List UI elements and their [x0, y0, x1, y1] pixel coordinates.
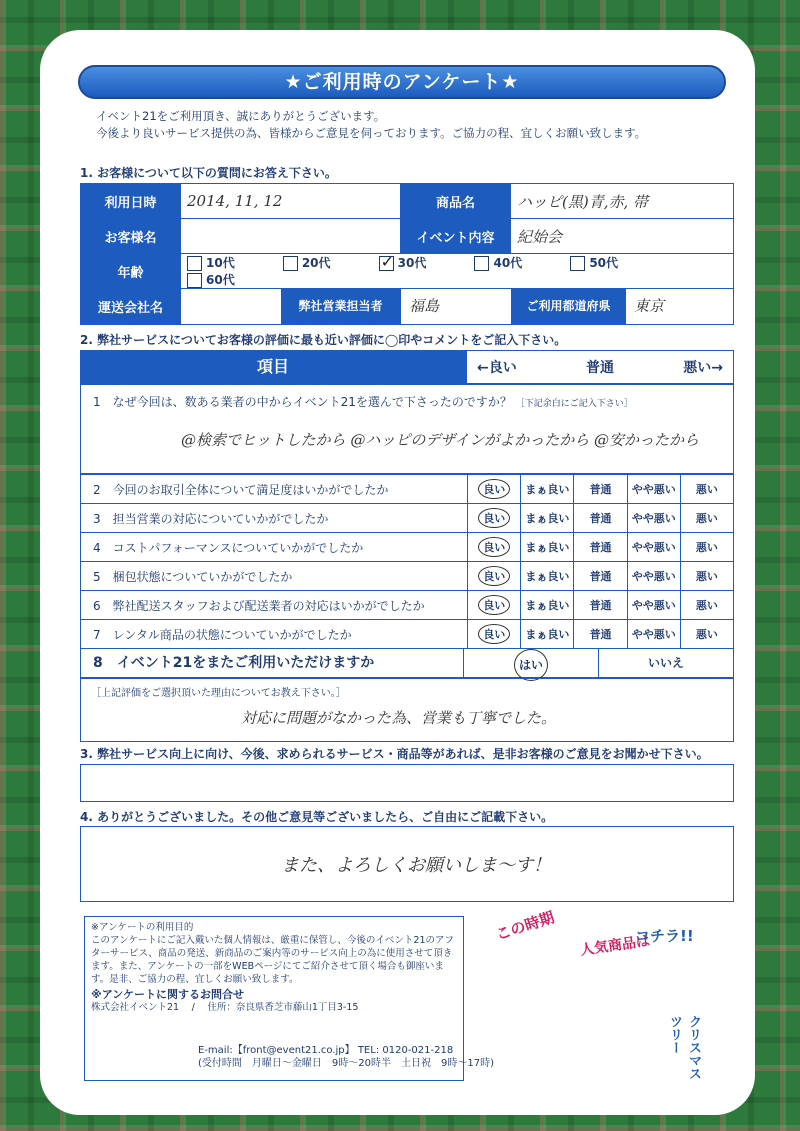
- question-8: [80, 648, 734, 678]
- product-field[interactable]: [511, 184, 734, 219]
- rating-option[interactable]: やや悪い: [627, 504, 680, 533]
- question-text: 4 コストパフォーマンスについていかがでしたか: [81, 533, 468, 562]
- product-label: 商品名: [401, 184, 511, 219]
- ratings-table: [80, 474, 734, 649]
- question-text: 2 今回のお取引全体について満足度はいかがでしたか: [81, 475, 468, 504]
- staff-pref-row: [401, 289, 734, 325]
- promo-area[interactable]: [485, 905, 745, 1085]
- rating-option[interactable]: 普通: [574, 591, 627, 620]
- carrier-row: [181, 289, 401, 325]
- rating-option[interactable]: 普通: [574, 475, 627, 504]
- age-option[interactable]: 10代: [187, 254, 279, 271]
- date-value: 2014, 11, 12: [187, 192, 283, 210]
- rating-option[interactable]: まぁ良い: [521, 620, 574, 649]
- staff-value: 福島: [409, 297, 440, 315]
- page-title: ★ご利用時のアンケート★: [78, 65, 726, 99]
- question-text: 6 弊社配送スタッフおよび配送業者の対応はいかがでしたか: [81, 591, 468, 620]
- purpose-text: このアンケートにご記入戴いた個人情報は、厳重に保管し、今後のイベント21のアフターサービス、商品の発送、新商品のご案内等のサービス向上の為に使用させて頂きます。また、アンケートの一部をWEBページにてご紹介させて頂く場合も御座います。是非、ご協力の程、宜しくお願い致します。: [91, 935, 455, 985]
- question-text: 7 レンタル商品の状態についていかがでしたか: [81, 620, 468, 649]
- event-value: 紀始会: [517, 227, 563, 246]
- section-2-title: 2. 弊社サービスについてお客様の評価に最も近い評価に◯印やコメントをご記入下さい。: [80, 333, 567, 347]
- question-1-answer[interactable]: @検索でヒットしたから @ハッピのデザインがよかったから @安かったから: [181, 431, 700, 449]
- rating-option[interactable]: 悪い: [680, 620, 733, 649]
- evaluation-header: [80, 350, 734, 384]
- age-options: [181, 254, 734, 289]
- reason-label: ［上記評価をご選択頂いた理由についてお教え下さい。］: [91, 688, 346, 699]
- age-option[interactable]: ✓ 30代: [379, 254, 471, 271]
- customer-field[interactable]: [181, 219, 401, 254]
- promo-text-3: コチラ!!: [635, 927, 694, 945]
- section-4-answer-box[interactable]: [80, 826, 734, 902]
- rating-option[interactable]: 悪い: [680, 591, 733, 620]
- rating-option[interactable]: まぁ良い: [521, 504, 574, 533]
- table-row: [81, 620, 734, 649]
- customer-info-table: [80, 183, 734, 325]
- rating-option[interactable]: まぁ良い: [521, 591, 574, 620]
- pref-label: ご利用都道府県: [511, 289, 626, 324]
- date-label: 利用日時: [81, 184, 181, 219]
- table-row: [81, 475, 734, 504]
- rating-option[interactable]: 普通: [574, 533, 627, 562]
- item-header: 項目: [80, 350, 466, 384]
- question-1-note: ［下記余白にご記入下さい］: [515, 399, 633, 409]
- good-label: ←良い: [477, 360, 517, 376]
- reason-answer: 対応に問題がなかった為、営業も丁寧でした。: [241, 709, 557, 727]
- date-field[interactable]: [181, 184, 401, 219]
- question-text: 3 担当営業の対応についていかがでしたか: [81, 504, 468, 533]
- checkbox[interactable]: [187, 273, 202, 288]
- rating-option[interactable]: まぁ良い: [521, 533, 574, 562]
- rating-option[interactable]: やや悪い: [627, 533, 680, 562]
- email-tel[interactable]: E-mail:【front@event21.co.jp】 TEL: 0120-021-218: [198, 1045, 454, 1056]
- rating-option[interactable]: 良い: [468, 504, 521, 533]
- normal-label: 普通: [586, 360, 614, 376]
- staff-field[interactable]: [401, 289, 511, 324]
- table-row: [81, 591, 734, 620]
- rating-option[interactable]: 普通: [574, 504, 627, 533]
- age-option[interactable]: 50代: [570, 254, 662, 271]
- rating-option[interactable]: まぁ良い: [521, 475, 574, 504]
- age-option[interactable]: 20代: [283, 254, 375, 271]
- rating-option[interactable]: 良い: [468, 591, 521, 620]
- question-1: [80, 384, 734, 474]
- pref-field[interactable]: [626, 289, 733, 324]
- rating-option[interactable]: やや悪い: [627, 620, 680, 649]
- checkbox[interactable]: [187, 256, 202, 271]
- checkbox-checked[interactable]: [379, 256, 394, 271]
- section-3-answer-box[interactable]: [80, 764, 734, 802]
- intro-line: 今後より良いサービス提供の為、皆様からご意見を伺っております。ご協力の程、宜しくお願い致します。: [96, 126, 647, 140]
- rating-option[interactable]: 良い: [468, 533, 521, 562]
- age-label: 年齢: [81, 254, 181, 289]
- question-1-text: 1 なぜ今回は、数ある業者の中からイベント21を選んで下さったのですか？ ［下記余白にご記入下さい］: [93, 395, 633, 409]
- intro-line: イベント21をご利用頂き、誠にありがとうございます。: [96, 109, 386, 123]
- hours: (受付時間 月曜日～金曜日 9時～20時半 土日祝 9時～17時): [198, 1058, 494, 1069]
- contact-details: [198, 1044, 494, 1070]
- age-option[interactable]: 60代: [187, 271, 279, 288]
- section-4-title: 4. ありがとうございました。その他ご意見等ございましたら、ご自由にご記載下さい。: [80, 810, 554, 824]
- carrier-label: 運送会社名: [81, 289, 181, 325]
- rating-option[interactable]: 悪い: [680, 475, 733, 504]
- rating-option[interactable]: 普通: [574, 620, 627, 649]
- intro-text: [96, 108, 646, 142]
- rating-option[interactable]: 悪い: [680, 504, 733, 533]
- rating-option[interactable]: 悪い: [680, 562, 733, 591]
- purpose-title: ※アンケートの利用目的: [91, 922, 194, 933]
- scale-header: [466, 350, 734, 384]
- comment-answer: また、よろしくお願いしま～す！: [281, 855, 551, 876]
- rating-option[interactable]: 普通: [574, 562, 627, 591]
- staff-label: 弊社営業担当者: [281, 289, 400, 324]
- table-row: [81, 533, 734, 562]
- checkbox[interactable]: [474, 256, 489, 271]
- event-field[interactable]: [511, 219, 734, 254]
- rating-option[interactable]: 良い: [468, 475, 521, 504]
- event-label: イベント内容: [401, 219, 511, 254]
- table-row: [81, 562, 734, 591]
- rating-option[interactable]: 良い: [468, 620, 521, 649]
- rating-option[interactable]: まぁ良い: [521, 562, 574, 591]
- question-8-text: 8 イベント21をまたご利用いただけますか: [93, 655, 375, 671]
- company-info: 株式会社イベント21 / 住所：奈良県香芝市藤山1丁目3-15: [91, 1002, 359, 1013]
- promo-text-2: 人気商品は: [579, 933, 651, 959]
- table-row: [81, 504, 734, 533]
- customer-label: お客様名: [81, 219, 181, 254]
- checkbox[interactable]: [283, 256, 298, 271]
- question-text: 5 梱包状態についていかがでしたか: [81, 562, 468, 591]
- reason-box[interactable]: [80, 678, 734, 742]
- rating-option[interactable]: 良い: [468, 562, 521, 591]
- option-yes[interactable]: はい: [463, 649, 598, 677]
- promo-text-1: この時期: [493, 908, 557, 944]
- option-no[interactable]: いいえ: [598, 649, 733, 677]
- promo-text-4: クリスマスツリー: [667, 1015, 701, 1080]
- rating-option[interactable]: 悪い: [680, 533, 733, 562]
- bad-label: 悪い→: [683, 360, 723, 376]
- pref-value: 東京: [634, 297, 665, 315]
- product-value: ハッピ(黒)青,赤, 帯: [517, 192, 649, 211]
- rating-option[interactable]: やや悪い: [627, 475, 680, 504]
- section-3-title: 3. 弊社サービス向上に向け、今後、求められるサービス・商品等があれば、是非お客様のご意見をお聞かせ下さい。: [80, 747, 709, 761]
- checkbox[interactable]: [570, 256, 585, 271]
- age-option[interactable]: 40代: [474, 254, 566, 271]
- rating-option[interactable]: やや悪い: [627, 562, 680, 591]
- contact-title: ※アンケートに関するお問合せ: [91, 988, 245, 1001]
- rating-option[interactable]: やや悪い: [627, 591, 680, 620]
- section-1-title: 1. お客様について以下の質問にお答え下さい。: [80, 166, 337, 180]
- carrier-field[interactable]: [181, 289, 281, 324]
